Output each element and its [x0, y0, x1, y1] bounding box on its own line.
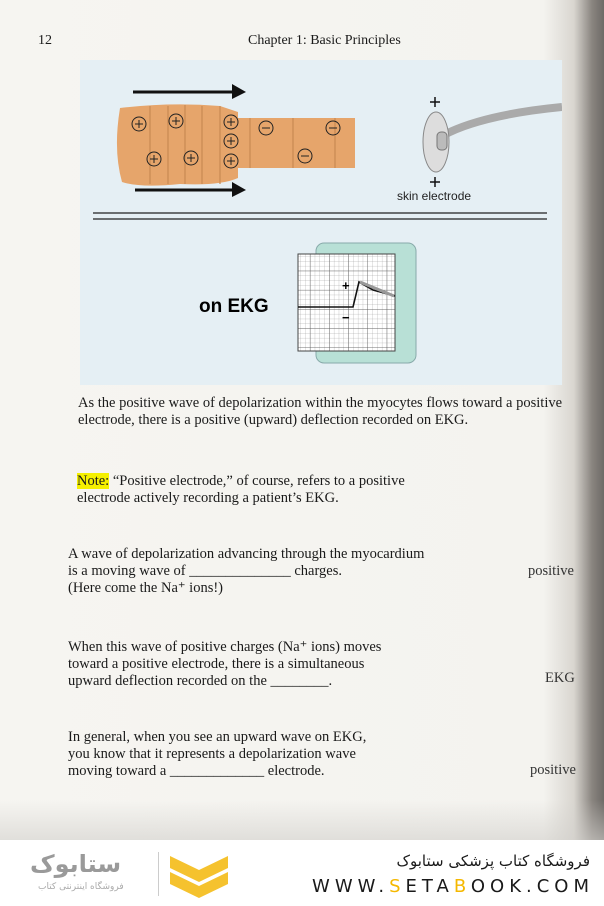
electrode-label: skin electrode	[397, 189, 472, 203]
skin-electrode-icon	[423, 97, 562, 187]
figure-caption: As the positive wave of depolarization within the myocytes flows toward a positive electrode, there is a positive (upward) deflection recorded on EKG.	[78, 395, 563, 428]
setabook-chevron-logo	[168, 852, 230, 902]
watermark-footer	[0, 840, 604, 906]
store-name: فروشگاه کتاب پزشکی ستابوک	[396, 852, 590, 870]
setabook-logo-text: ستابوک	[30, 850, 122, 878]
answer-1: positive	[528, 563, 574, 579]
depolarization-figure	[80, 60, 562, 385]
question-3: In general, when you see an upward wave on EKG, you know that it represents a depolarization wave moving toward a _____________ electrode.	[68, 729, 367, 779]
chapter-title: Chapter 1: Basic Principles	[248, 33, 401, 48]
logo-divider	[158, 852, 159, 896]
svg-text:+: +	[342, 278, 350, 293]
question-1: A wave of depolarization advancing through the myocardium is a moving wave of ______________ charges. (Here come the Na⁺ ions!)	[68, 546, 425, 596]
answer-3: positive	[530, 762, 576, 778]
svg-text:−: −	[342, 310, 350, 325]
ekg-label: on EKG	[199, 296, 269, 317]
question-2: When this wave of positive charges (Na⁺ ions) moves toward a positive electrode, there is a simultaneous upward deflection recorded on the ________.	[68, 639, 382, 689]
figure-illustration	[80, 60, 562, 385]
arrow-top-icon	[133, 84, 246, 99]
ekg-grid	[298, 254, 395, 351]
store-url[interactable]: WWW.SETABOOK.COM	[312, 876, 594, 897]
note-label: Note:	[77, 473, 110, 489]
note: Note: “Positive electrode,” of course, refers to a positive electrode actively recording a patient’s EKG.	[77, 473, 405, 506]
page-number: 12	[38, 33, 52, 48]
answer-2: EKG	[545, 670, 575, 686]
divider	[93, 213, 547, 219]
logo-subtitle: فروشگاه اینترنتی کتاب	[38, 882, 124, 892]
